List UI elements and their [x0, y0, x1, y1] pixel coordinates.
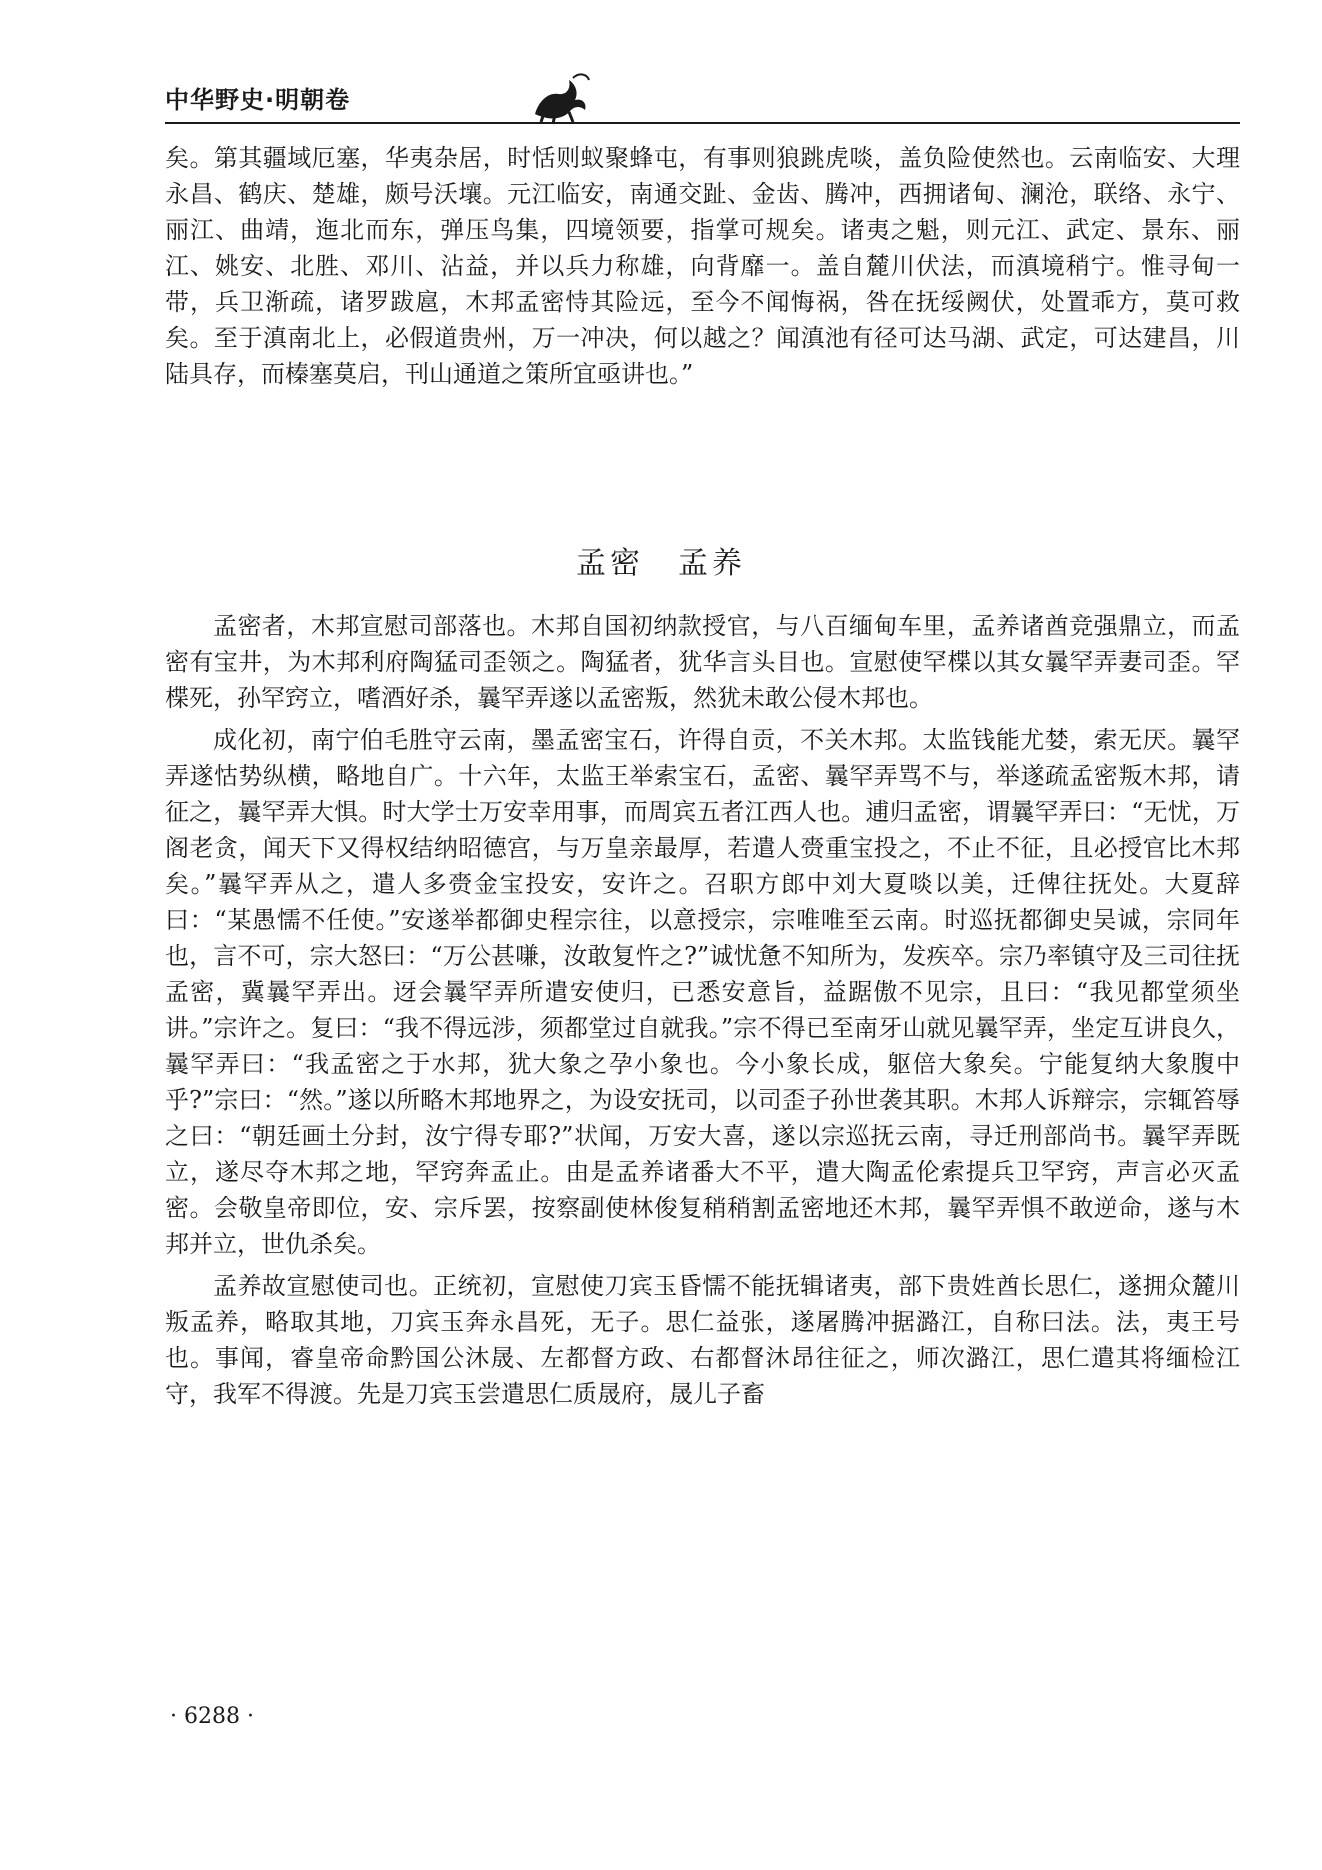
header-rule	[165, 122, 1240, 124]
page-number: · 6288 ·	[170, 1704, 254, 1729]
paragraph: 孟密者，木邦宣慰司部落也。木邦自国初纳款授官，与八百缅甸车里，孟养诸酋竞强鼎立，而孟密有宝井，为木邦利府陶猛司歪领之。陶猛者，犹华言头目也。宣慰使罕楪以其女曩罕弄妻司歪。罕楪死，孙罕窍立，嗜酒好杀，曩罕弄遂以孟密叛，然犹未敢公侵木邦也。	[165, 612, 1240, 712]
paragraph: 孟养故宣慰使司也。正统初，宣慰使刀宾玉昏懦不能抚辑诸夷，部下贵姓酋长思仁，遂拥众麓川叛孟养，略取其地，刀宾玉奔永昌死，无子。思仁益张，遂屠腾冲据潞江，自称曰法。法，夷王号也。事闻，睿皇帝命黔国公沐晟、左都督方政、右都督沐昂往征之，师次潞江，思仁遣其将缅检江守，我军不得渡。先是刀宾玉尝遣思仁质晟府，晟儿子畜	[165, 1272, 1240, 1408]
main-text	[165, 608, 1240, 1418]
paragraph: 成化初，南宁伯毛胜守云南，墨孟密宝石，许得自贡，不关木邦。太监钱能尤婪，索无厌。曩罕弄遂怙势纵横，略地自广。十六年，太监王举索宝石，孟密、曩罕弄骂不与，举遂疏孟密叛木邦，请征之，曩罕弄大惧。时大学士万安幸用事，而周宾五者江西人也。逋归孟密，谓曩罕弄曰：“无忧，万阁老贪，闻天下又得权结纳昭德宫，与万皇亲最厚，若遣人赍重宝投之，不止不征，且必授官比木邦矣。”曩罕弄从之，遣人多赍金宝投安，安许之。召职方郎中刘大夏啖以美，迁俾往抚处。大夏辞曰：“某愚懦不任使。”安遂举都御史程宗往，以意授宗，宗唯唯至云南。时巡抚都御史吴诚，宗同年也，言不可，宗大怒曰：“万公甚嗛，汝敢复忤之?”诚忧惫不知所为，发疾卒。宗乃率镇守及三司往抚孟密，冀曩罕弄出。迓会曩罕弄所遣安使归，已悉安意旨，益踞傲不见宗，且曰：“我见都堂须坐讲。”宗许之。复曰：“我不得远涉，须都堂过自就我。”宗不得已至南牙山就见曩罕弄，坐定互讲良久，曩罕弄曰：“我孟密之于水邦，犹大象之孕小象也。今小象长成，躯倍大象矣。宁能复纳大象腹中乎?”宗曰：“然。”遂以所略木邦地界之，为设安抚司，以司歪子孙世袭其职。木邦人诉辩宗，宗辄笞辱之曰：“朝廷画土分封，汝宁得专耶?”状闻，万安大喜，遂以宗巡抚云南，寻迁刑部尚书。曩罕弄既立，遂尽夺木邦之地，罕窍奔孟止。由是孟养诸番大不平，遣大陶孟伦索提兵卫罕窍，声言必灭孟密。会敬皇帝即位，安、宗斥罢，按察副使林俊复稍稍割孟密地还木邦，曩罕弄惧不敢逆命，遂与木邦并立，世仇杀矣。	[165, 726, 1240, 1258]
running-header	[165, 70, 1240, 132]
intro-paragraph: 矣。第其疆域厄塞，华夷杂居，时恬则蚁聚蜂屯，有事则狼跳虎啖，盖负险使然也。云南临安、大理永昌、鹤庆、楚雄，颇号沃壤。元江临安，南通交趾、金齿、腾冲，西拥诸甸、澜沧，联络、永宁、丽江、曲靖，迤北而东，弹压鸟集，四境领要，指掌可规矣。诸夷之魁，则元江、武定、景东、丽江、姚安、北胜、邓川、沾益，并以兵力称雄，向背靡一。盖自麓川伏法，而滇境稍宁。惟寻甸一带，兵卫渐疏，诸罗跋扈，木邦孟密恃其险远，至今不闻悔祸，咎在抚绥阙伏，处置乖方，莫可救矣。至于滇南北上，必假道贵州，万一冲决，何以越之？闻滇池有径可达马湖、武定，可达建昌，川陆具存，而榛塞莫启，刊山通道之策所宜亟讲也。”	[165, 144, 1240, 388]
dragon-logo-icon	[525, 70, 595, 126]
section-title: 孟密 孟养	[576, 546, 746, 581]
book-title: 中华野史·明朝卷	[165, 86, 351, 114]
intro-text	[165, 140, 1240, 398]
